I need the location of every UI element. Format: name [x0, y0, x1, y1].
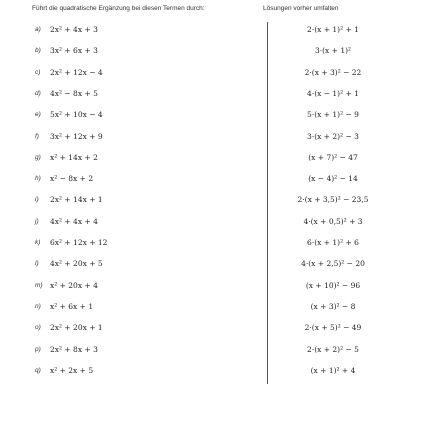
exercise-row [0, 342, 430, 360]
exercise-term: x² − 8x + 2 [50, 174, 94, 184]
exercise-solution: 3·(x + 1)² [314, 46, 352, 56]
exercise-label: e) [35, 111, 41, 119]
exercise-label: p) [35, 345, 41, 353]
exercise-solution: 2·(x + 3,5)² − 23,5 [297, 195, 369, 205]
exercise-label: b) [35, 47, 41, 55]
exercise-row [0, 43, 430, 61]
exercise-solution: 4·(x − 1)² + 1 [307, 88, 359, 98]
exercise-solution: (x + 3)² − 8 [310, 301, 356, 311]
solutions-heading: Lösungen vorher umfalten [263, 5, 339, 12]
exercise-solution: 2·(x + 3)² − 22 [304, 67, 362, 77]
exercise-term: 5x² + 10x − 4 [50, 110, 103, 120]
exercise-row [0, 256, 430, 274]
exercise-label: h) [35, 175, 41, 183]
exercise-label: j) [35, 217, 39, 225]
exercise-term: x² + 2x + 5 [50, 365, 94, 375]
exercise-label: m) [35, 281, 43, 289]
exercise-solution: (x + 1)² + 4 [310, 365, 356, 375]
exercise-solution: (x − 4)² − 14 [308, 174, 358, 184]
exercise-term: 4x² + 4x + 4 [50, 216, 98, 226]
exercise-row [0, 129, 430, 147]
exercise-row [0, 320, 430, 338]
exercise-row [0, 22, 430, 40]
exercise-row [0, 171, 430, 189]
exercise-term: 2x² + 20x + 1 [50, 323, 103, 333]
exercise-solution: 6·(x + 1)² + 6 [307, 238, 359, 247]
exercise-term: 2x² + 14x + 1 [50, 195, 103, 205]
exercise-term: 3x² + 12x + 9 [50, 131, 103, 141]
exercise-row [0, 214, 430, 232]
exercise-label: n) [35, 302, 41, 310]
exercise-label: k) [35, 239, 41, 246]
exercise-term: 2x² + 4x + 3 [50, 25, 98, 34]
exercise-term: 4x² + 20x + 5 [50, 259, 103, 269]
exercise-term: x² + 14x + 2 [50, 152, 98, 162]
exercise-solution: 4·(x + 2,5)² − 20 [301, 259, 365, 269]
exercise-term: 3x² + 6x + 3 [50, 46, 98, 56]
exercise-row [0, 363, 430, 381]
exercise-row [0, 107, 430, 125]
exercise-term: x² + 6x + 1 [50, 301, 94, 311]
exercise-row [0, 150, 430, 168]
exercise-row [0, 299, 430, 317]
exercise-solution: (x + 10)² − 96 [305, 280, 361, 290]
exercise-term: 6x² + 12x + 12 [50, 238, 108, 247]
exercise-label: o) [35, 324, 41, 332]
exercise-label: q) [35, 366, 41, 374]
exercise-solution: 2·(x + 2)² − 5 [307, 344, 359, 354]
exercise-solution: 5·(x + 1)² − 9 [307, 110, 359, 120]
exercise-row [0, 86, 430, 104]
exercise-solution: 2·(x + 5)² − 49 [304, 323, 362, 333]
exercise-label: g) [35, 153, 41, 161]
exercise-label: a) [35, 26, 41, 33]
exercise-solution: 2·(x + 1)² + 1 [307, 25, 359, 34]
exercise-label: i) [35, 196, 39, 204]
exercise-label: l) [35, 260, 39, 268]
task-heading: Führt die quadratische Ergänzung bei diesen Termen durch: [32, 5, 205, 12]
exercise-solution: 3·(x + 2)² − 3 [307, 131, 359, 141]
exercise-term: 2x² + 12x − 4 [50, 67, 103, 77]
exercise-row [0, 192, 430, 210]
exercise-label: c) [35, 68, 41, 76]
exercise-row [0, 278, 430, 296]
exercise-row [0, 65, 430, 83]
exercise-label: d) [35, 89, 41, 97]
exercise-term: x² + 20x + 4 [50, 280, 98, 290]
exercise-term: 4x² − 8x + 5 [50, 88, 98, 98]
exercise-solution: 4·(x + 0,5)² + 3 [303, 216, 363, 226]
exercise-term: 2x² + 8x + 3 [50, 344, 98, 354]
exercise-solution: (x + 7)² − 47 [308, 152, 358, 162]
exercise-label: f) [35, 132, 39, 140]
exercise-row [0, 235, 430, 253]
